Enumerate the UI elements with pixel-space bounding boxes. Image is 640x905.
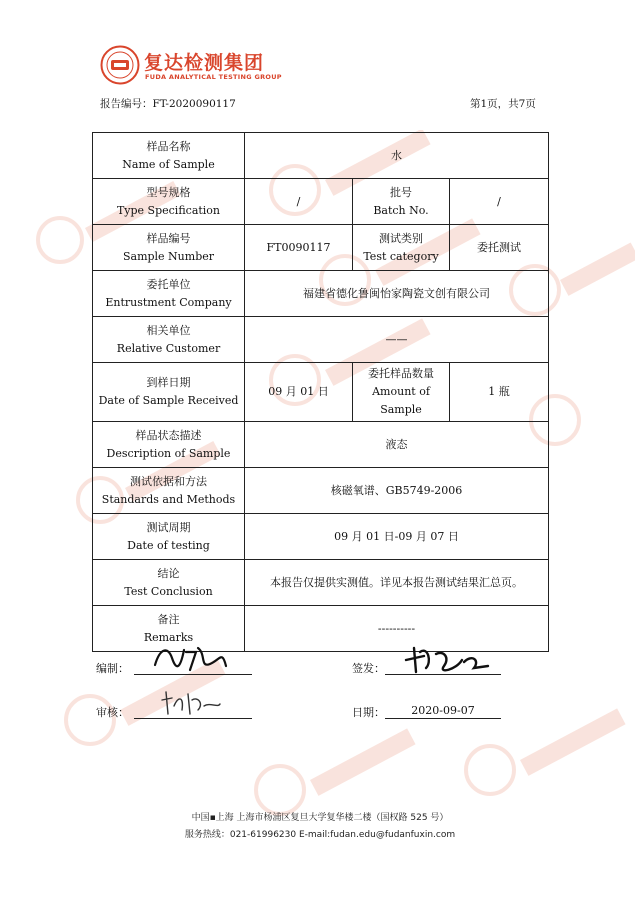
type-spec-label: 型号规格 Type Specification [93, 179, 245, 225]
entrustment-company-value: 福建省德化鲁闽怡家陶瓷文创有限公司 [245, 271, 549, 317]
reviewed-by-label: 审核： [96, 706, 129, 719]
date-label: 日期： [352, 706, 385, 719]
standards-methods-value: 核磁氧谱、GB5749-2006 [245, 468, 549, 514]
sample-number-value: FT0090117 [245, 225, 353, 271]
test-category-value: 委托测试 [450, 225, 549, 271]
relative-customer-value: —— [245, 317, 549, 363]
standards-methods-label: 测试依据和方法 Standards and Methods [93, 468, 245, 514]
sample-number-label: 样品编号 Sample Number [93, 225, 245, 271]
batch-no-value: / [450, 179, 549, 225]
logo-english-name: FUDA ANALYTICAL TESTING GROUP [145, 73, 282, 81]
remarks-label: 备注 Remarks [93, 606, 245, 652]
date-of-testing-label: 测试周期 Date of testing [93, 514, 245, 560]
table-row [93, 468, 549, 514]
sample-name-value: 水 [245, 133, 549, 179]
date-line [385, 718, 501, 719]
table-row [93, 514, 549, 560]
logo-chinese-name: 复达检测集团 [144, 52, 265, 74]
test-category-label: 测试类别 Test category [353, 225, 450, 271]
issued-by-label: 签发： [352, 662, 385, 675]
sample-description-value: 液态 [245, 422, 549, 468]
batch-no-label: 批号 Batch No. [353, 179, 450, 225]
conclusion-value: 本报告仅提供实测值。详见本报告测试结果汇总页。 [245, 560, 549, 606]
page-indicator: 第1页，共7页 [470, 98, 536, 110]
table-row [93, 363, 549, 422]
table-row [93, 133, 549, 179]
table-row [93, 271, 549, 317]
entrustment-company-label: 委托单位 Entrustment Company [93, 271, 245, 317]
sample-name-label: 样品名称 Name of Sample [93, 133, 245, 179]
date-received-value: 09 月 01 日 [245, 363, 353, 422]
sample-info-table [92, 132, 549, 652]
table-row [93, 560, 549, 606]
reviewed-signature [158, 686, 224, 720]
footer-contact: 服务热线：021-61996230 E-mail:fudan.edu@fudanfuxin.com [184, 830, 456, 840]
seal-icon [100, 45, 140, 85]
type-spec-value: / [245, 179, 353, 225]
issued-signature [400, 640, 492, 676]
remarks-value: ---------- [245, 606, 549, 652]
sample-description-label: 样品状态描述 Description of Sample [93, 422, 245, 468]
table-row [93, 225, 549, 271]
company-logo [100, 45, 290, 87]
relative-customer-label: 相关单位 Relative Customer [93, 317, 245, 363]
footer-address: 中国▪上海 上海市杨浦区复旦大学复华楼二楼（国权路 525 号） [191, 813, 449, 823]
conclusion-label: 结论 Test Conclusion [93, 560, 245, 606]
compiled-signature [150, 640, 230, 676]
amount-of-sample-value: 1 瓶 [450, 363, 549, 422]
date-of-testing-value: 09 月 01 日-09 月 07 日 [245, 514, 549, 560]
compiled-by-label: 编制： [96, 662, 129, 675]
table-row [93, 179, 549, 225]
issue-date: 2020-09-07 [411, 704, 475, 717]
table-row [93, 422, 549, 468]
report-number: 报告编号：FT-2020090117 [100, 98, 236, 110]
date-received-label: 到样日期 Date of Sample Received [93, 363, 245, 422]
amount-of-sample-label: 委托样品数量 Amount of Sample [353, 363, 450, 422]
table-row [93, 317, 549, 363]
